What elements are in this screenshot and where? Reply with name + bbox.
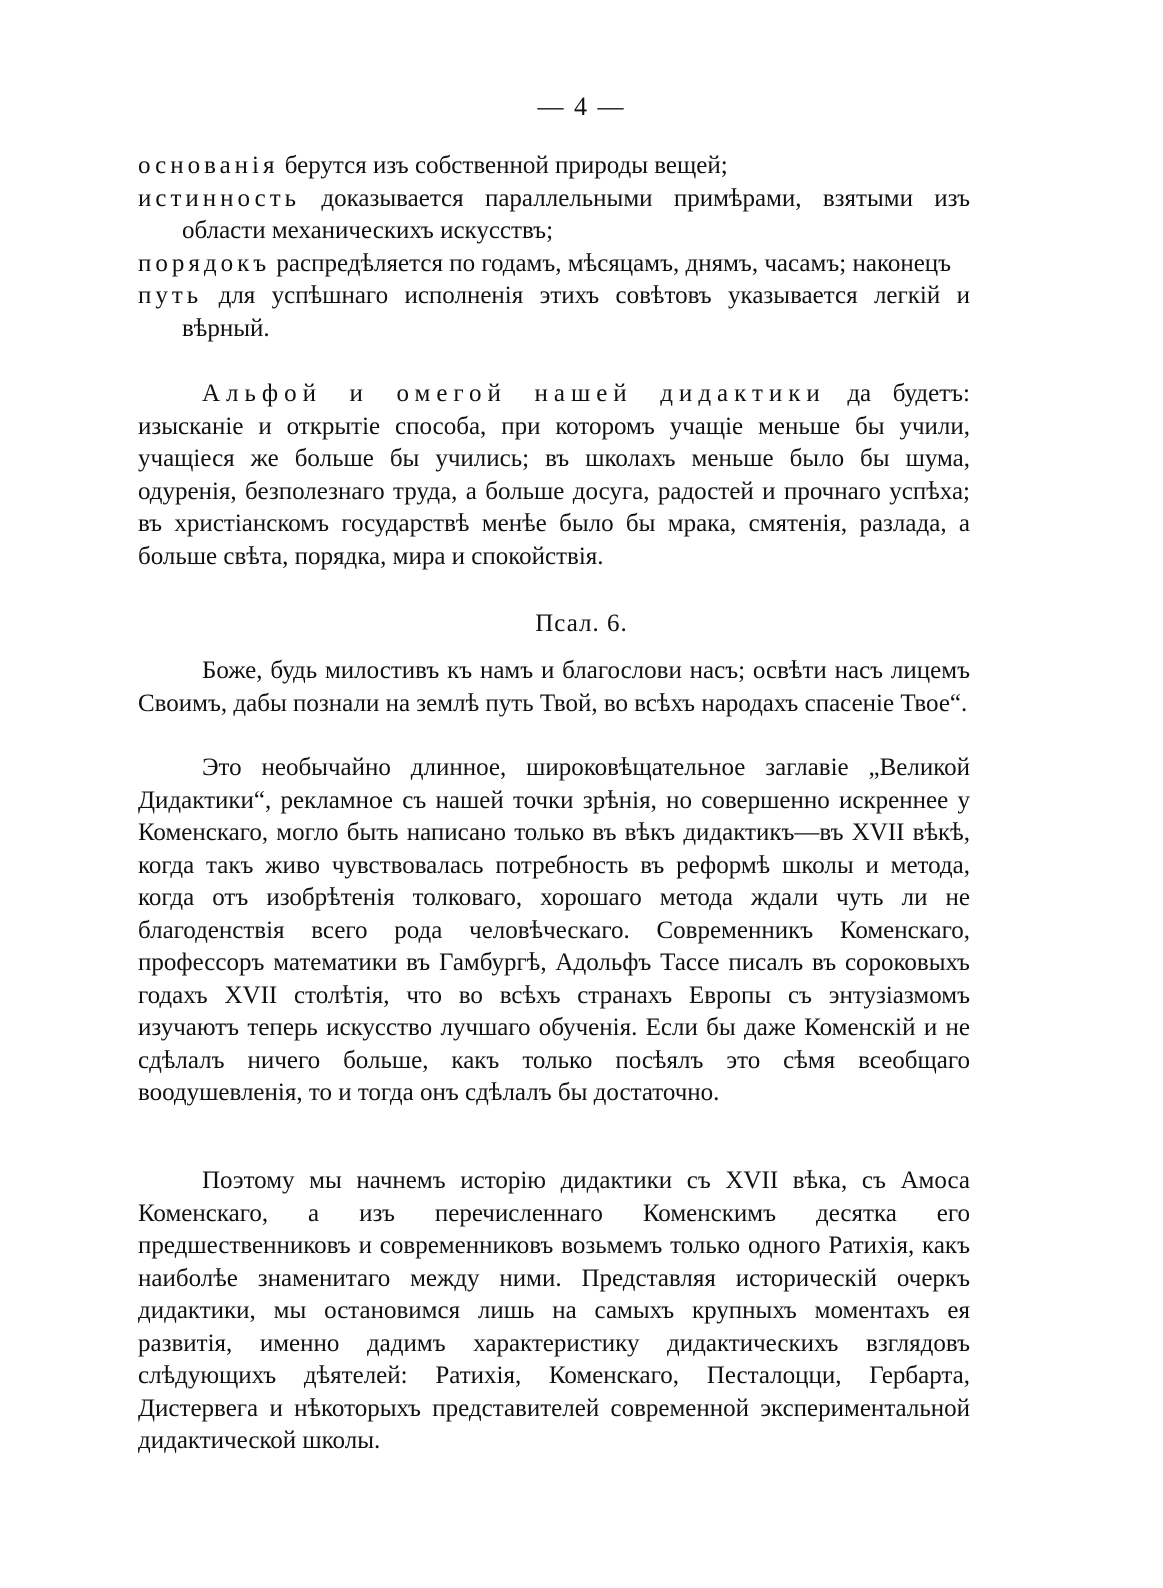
- psalm-quote: [138, 655, 970, 720]
- list-item-text: распредѣляется по годамъ, мѣсяцамъ, днямъ, часамъ; наконецъ: [276, 249, 952, 277]
- main-paragraph-text: Это необычайно длинное, широковѣщательное заглавіе „Великой Дидактики“, рекламное съ нашей точки зрѣнія, но совершенно искреннее у Коменскаго, могло быть написано только въ вѣкъ дидактикъ—въ XVII вѣкѣ, когда такъ живо чувствовалась потребность въ реформѣ школы и метода, когда отъ изобрѣтенія толковаго, хорошаго метода ждали чуть ли не благоденствія всего рода человѣческаго. Современникъ Коменскаго, профессоръ математики въ Гамбургѣ, Адольфъ Тассе писалъ въ сороковыхъ годахъ XVII столѣтія, что во всѣхъ странахъ Европы съ энтузіазмомъ изучаютъ теперь искусство лучшаго обученія. Если бы даже Коменскій и не сдѣлалъ ничего больше, какъ только посѣялъ это сѣмя всеобщаго воодушевленія, то и тогда онъ сдѣлалъ бы достаточно.: [138, 754, 970, 1106]
- list-item-text: берутся изъ собственной природы вещей;: [284, 152, 728, 179]
- list-item: [138, 183, 970, 248]
- list-item-term: истинность: [138, 184, 301, 212]
- definition-list: [138, 150, 970, 345]
- list-item-text: для успѣшнаго исполненія этихъ совѣтовъ указывается легкій и вѣрный.: [182, 282, 970, 342]
- psalm-quote-text: Боже, будь милостивъ къ намъ и благослови насъ; освѣти насъ лицемъ Своимъ, дабы познали на землѣ путь Твой, во всѣхъ народахъ спасеніе Твое“.: [138, 657, 970, 717]
- list-item-term: порядокъ: [138, 249, 271, 277]
- list-item-term: основанія: [138, 152, 279, 179]
- list-item: [138, 280, 970, 345]
- list-item-term: путь: [138, 282, 203, 309]
- list-item-text: доказывается параллельными примѣрами, взятыми изъ области механическихъ искусствъ;: [182, 184, 970, 244]
- list-item: [138, 248, 970, 281]
- main-paragraph: [138, 752, 970, 1110]
- alpha-text: да будетъ: изысканіе и открытіе способа, при которомъ учащіе меньше бы учили, учащіеся же больше бы учились; въ школахъ меньше было бы шума, одуренія, безполезнаго труда, а больше досуга, радостей и прочнаго успѣха; въ христіанскомъ государствѣ менѣе было бы мрака, смятенія, разлада, а больше свѣта, порядка, мира и спокойствія.: [138, 380, 970, 570]
- list-item: [138, 150, 970, 183]
- spaced-phrase: Альфой и омегой нашей дидактики: [202, 380, 826, 407]
- psalm-reference: Псал. 6.: [535, 610, 628, 637]
- alpha-omega-paragraph: [138, 378, 970, 573]
- page-number: — 4 —: [537, 92, 626, 121]
- final-paragraph-text: Поэтому мы начнемъ исторію дидактики съ XVII вѣка, съ Амоса Коменскаго, а изъ перечисленнаго Коменскимъ десятка его предшественниковъ и современниковъ возьмемъ только одного Ратихія, какъ наиболѣе знаменитаго между ними. Представляя историческій очеркъ дидактики, мы остановимся лишь на самыхъ крупныхъ моментахъ ея развитія, именно дадимъ характеристику дидактическихъ взглядовъ слѣдующихъ дѣятелей: Ратихія, Коменскаго, Песталоцци, Гербарта, Дистервега и нѣкоторыхъ представителей современной экспериментальной дидактической школы.: [138, 1167, 970, 1454]
- final-paragraph: [138, 1165, 970, 1458]
